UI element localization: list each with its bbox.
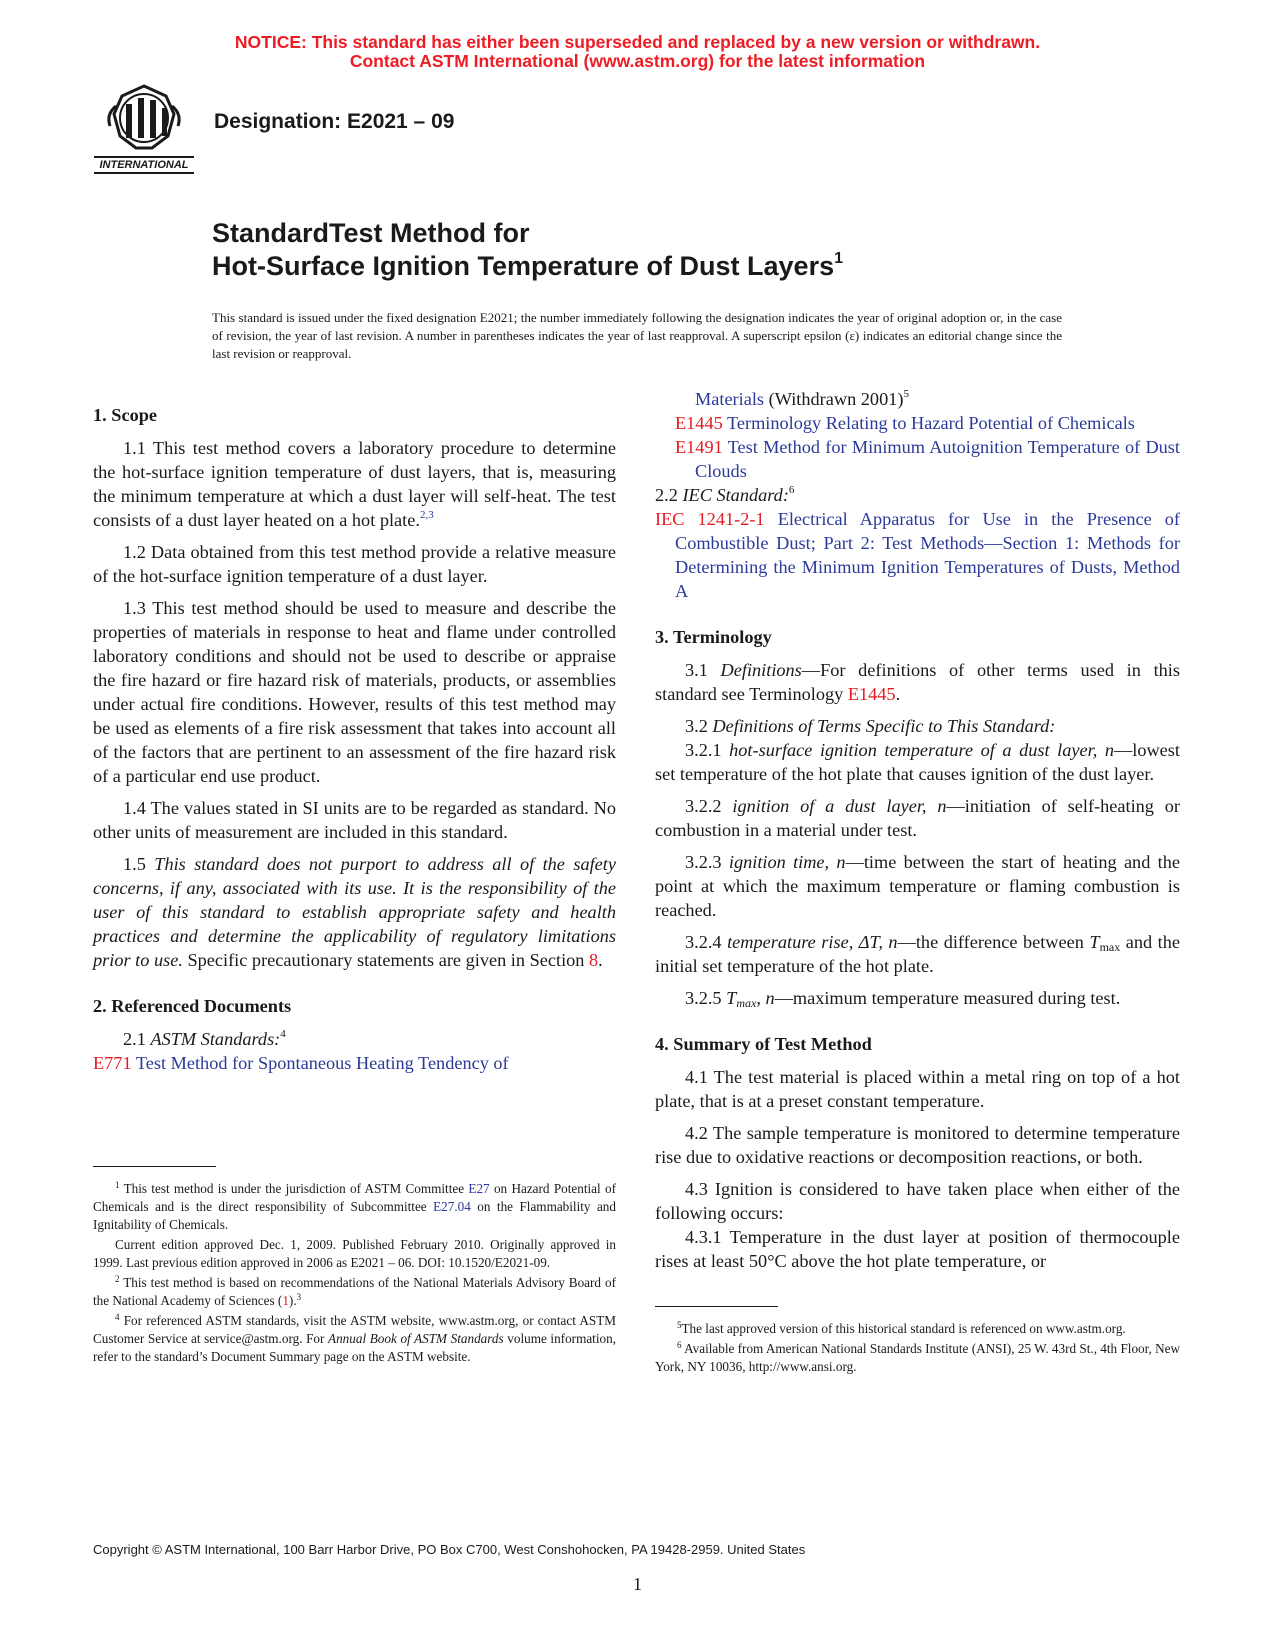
para-3-2-5-num: 3.2.5 (685, 988, 722, 1008)
footnote-1 (93, 1180, 616, 1234)
para-1-3: 1.3 This test method should be used to measure and describe the properties of materials in response to heat and flame under controlled laboratory conditions and should not be used to describe or appraise the fire hazard or fire hazard risk of materials, products, or assemblies under actual fire conditions. However, results of this test method may be used as elements of a fire risk assessment that takes into account all of the factors that are pertinent to an assessment of the fire hazard risk of a particular end use product. (93, 598, 616, 786)
para-3-2-3-text: —time between the start of heating and the point at which the maximum temperature or flaming combustion is reached. (655, 852, 1180, 920)
section-4-heading: 4. Summary of Test Method (655, 1034, 872, 1054)
para-3-2-4-sub: max (1099, 940, 1121, 954)
para-3-2-5 (655, 986, 1180, 1010)
title-text: Hot-Surface Ignition Temperature of Dust Layers (212, 251, 835, 281)
footnote-5-text: The last approved version of this historical standard is referenced on www.astm.org. (681, 1321, 1126, 1336)
section-8-link[interactable]: 8 (589, 950, 599, 970)
para-3-2-4-term: temperature rise, ΔT, n (727, 932, 898, 952)
para-3-1-text: —For definitions of other terms used in this standard see Terminology (655, 660, 1180, 704)
para-3-2-3-num: 3.2.3 (685, 852, 722, 872)
para-2-2 (655, 483, 1180, 507)
para-3-2-4-num: 3.2.4 (685, 932, 722, 952)
ref-e771-note: (Withdrawn 2001) (764, 389, 904, 409)
superseded-notice (0, 33, 1275, 71)
title-line-2 (212, 250, 843, 283)
ref-e1445[interactable] (675, 411, 1180, 435)
footnote-5-mark: 5 (677, 1320, 682, 1330)
para-3-2-2 (655, 794, 1180, 842)
footnote-divider-right (655, 1306, 778, 1307)
document-title (212, 217, 843, 283)
footnote-5 (655, 1320, 1180, 1338)
ref-iec-title[interactable]: Electrical Apparatus for Use in the Presence of Combustible Dust; Part 2: Test Methods—Section 1: Methods for Determining the Minimum Ignition Temperatures of Dusts, Method A (675, 509, 1181, 601)
para-1-5-end: . (598, 950, 603, 970)
ref-iec-code[interactable]: IEC 1241-2-1 (655, 509, 765, 529)
para-4-3-1: 4.3.1 Temperature in the dust layer at position of thermocouple rises at least 50°C above the hot plate temperature, or (655, 1227, 1180, 1271)
right-column (655, 388, 1181, 1281)
para-3-2-2-num: 3.2.2 (685, 796, 722, 816)
ref-e771-title-end[interactable]: Materials (695, 389, 765, 409)
ref-e1445-code[interactable]: E1445 (675, 413, 723, 433)
footnote-1-text-b: on Hazard Potential of Chemicals and is the direct responsibility of Subcommittee (93, 1181, 616, 1214)
para-3-2-2-text: —initiation of self-heating or combustion in a material under test. (655, 796, 1180, 840)
para-4-1: 4.1 The test material is placed within a metal ring on top of a hot plate, that is at a preset constant temperature. (655, 1067, 1180, 1111)
footnote-6 (655, 1340, 1180, 1376)
left-column (93, 403, 616, 1075)
ref-e1491-title[interactable]: Test Method for Minimum Autoignition Temperature of Dust Clouds (695, 437, 1180, 481)
para-3-2-2-term: ignition of a dust layer, n (732, 796, 947, 816)
para-3-2-3 (655, 850, 1180, 922)
para-3-2-3-term: ignition time, n (728, 852, 846, 872)
section-3-heading: 3. Terminology (655, 627, 772, 647)
footnote-ref-4[interactable]: 4 (280, 1028, 286, 1040)
ref-iec-1241[interactable] (655, 507, 1180, 603)
footnotes-right (655, 1320, 1180, 1378)
para-3-2-1 (655, 738, 1180, 786)
footnote-4-italic: Annual Book of ASTM Standards (328, 1331, 504, 1346)
ref-e771-continued[interactable] (675, 387, 1180, 411)
logo-subtext: INTERNATIONAL (99, 159, 189, 171)
ref-e1445-title[interactable]: Terminology Relating to Hazard Potential of Chemicals (726, 413, 1135, 433)
para-3-2 (655, 714, 1180, 738)
footnote-ref-5[interactable]: 5 (903, 388, 909, 400)
para-1-2: 1.2 Data obtained from this test method provide a relative measure of the hot-surface ignition temperature of a dust layer. (93, 542, 616, 586)
footnote-2-text-a: This test method is based on recommendations of the National Materials Advisory Board of the National Academy of Sciences ( (93, 1275, 616, 1308)
para-3-2-5-T: T (726, 988, 737, 1008)
footnote-edition: Current edition approved Dec. 1, 2009. Published February 2010. Originally approved in 1999. Last previous edition approved in 2006 as E2021 – 06. DOI: 10.1520/E2021-09. (93, 1237, 616, 1270)
para-3-2-label: Definitions of Terms Specific to This Standard: (712, 716, 1056, 736)
para-2-1-label: ASTM Standards: (150, 1029, 281, 1049)
footnote-1-text-a: This test method is under the jurisdiction of ASTM Committee (119, 1181, 469, 1196)
para-2-2-label: IEC Standard: (682, 485, 789, 505)
notice-line-2: Contact ASTM International (www.astm.org) for the latest information (349, 51, 926, 71)
para-3-1-num: 3.1 (685, 660, 708, 680)
para-2-1-num: 2.1 (123, 1029, 146, 1049)
para-1-1-text: 1.1 This test method covers a laboratory procedure to determine the hot-surface ignition temperature of dust layers, that is, measuring the minimum temperature at which a dust layer will self-heat. The test consists of a dust layer heated on a hot plate. (93, 438, 616, 530)
footnote-2 (93, 1274, 616, 1310)
para-3-2-4 (655, 930, 1180, 978)
footnote-4-mark: 4 (115, 1312, 120, 1322)
para-1-5-num: 1.5 (123, 854, 146, 874)
ref-e771-title-part[interactable]: Test Method for Spontaneous Heating Tendency of (135, 1053, 509, 1073)
title-line-1: StandardTest Method for (212, 218, 530, 248)
footnote-2-mark: 2 (115, 1274, 120, 1284)
footnote-divider-left (93, 1166, 216, 1167)
para-4-3: 4.3 Ignition is considered to have taken place when either of the following occurs: (655, 1179, 1180, 1223)
designation: Designation: E2021 – 09 (214, 110, 455, 133)
ref-e771-code[interactable]: E771 (93, 1053, 132, 1073)
para-3-2-5-sub: max (736, 996, 757, 1010)
subcommittee-e2704-link[interactable]: E27.04 (433, 1199, 471, 1214)
footnote-ref-2-3[interactable]: 2,3 (419, 509, 434, 521)
footnote-1-mark: 1 (115, 1180, 120, 1190)
ref-e1491-code[interactable]: E1491 (675, 437, 723, 457)
footnote-6-mark: 6 (677, 1340, 682, 1350)
terminology-e1445-link[interactable]: E1445 (847, 684, 896, 704)
footnote-2-text-b: ). (288, 1293, 297, 1308)
para-3-1 (655, 658, 1180, 706)
para-4-2: 4.2 The sample temperature is monitored to determine temperature rise due to oxidative reactions or decomposition reactions, or both. (655, 1123, 1180, 1167)
para-3-2-5-term: , n (756, 988, 775, 1008)
footnotes-left (93, 1180, 616, 1368)
para-3-2-4-text: —the difference between (897, 932, 1090, 952)
footnote-ref-3: 3 (296, 1292, 302, 1302)
para-3-1-label: Definitions (720, 660, 802, 680)
para-3-2-5-text: —maximum temperature measured during test. (774, 988, 1121, 1008)
para-1-5-italic: This standard does not purport to address all of the safety concerns, if any, associated with its use. It is the responsibility of the user of this standard to establish appropriate safety and health practices and determine the applicability of regulatory limitations prior to use. (93, 854, 616, 970)
page-number: 1 (633, 1574, 642, 1594)
section-2-heading: 2. Referenced Documents (93, 996, 292, 1016)
para-3-2-1-term: hot-surface ignition temperature of a dust layer, n (729, 740, 1114, 760)
reference-1-link[interactable]: 1 (282, 1293, 289, 1308)
para-3-2-4-T: T (1089, 932, 1100, 952)
issuance-statement: This standard is issued under the fixed designation E2021; the number immediately following the designation indicates the year of original adoption or, in the case of revision, the year of last revision. A number in parentheses indicates the year of last reapproval. A superscript epsilon (ε) indicates an editorial change since the last revision or reapproval. (212, 310, 1062, 361)
para-3-2-4-end: and the initial set temperature of the hot plate. (655, 932, 1180, 976)
footnote-4-text-b: volume information, refer to the standard’s Document Summary page on the ASTM website. (93, 1331, 616, 1364)
title-footnote-mark: 1 (834, 250, 844, 267)
section-1-heading: 1. Scope (93, 405, 157, 425)
para-1-4: 1.4 The values stated in SI units are to be regarded as standard. No other units of measurement are included in this standard. (93, 798, 616, 842)
para-2-2-num: 2.2 (655, 485, 678, 505)
footnote-4 (93, 1312, 616, 1366)
para-1-1 (93, 436, 616, 532)
notice-line-1: NOTICE: This standard has either been superseded and replaced by a new version or withdrawn. (234, 32, 1041, 52)
para-2-1 (93, 1027, 616, 1051)
footnote-ref-6[interactable]: 6 (788, 484, 795, 496)
footnote-6-text: Available from American National Standards Institute (ANSI), 25 W. 43rd St., 4th Floor, New York, NY 10036, http://www.ansi.org. (655, 1341, 1180, 1374)
copyright-line: Copyright © ASTM International, 100 Barr Harbor Drive, PO Box C700, West Conshohocken, PA 19428-2959. United States (93, 1542, 806, 1557)
ref-e1491[interactable] (675, 435, 1180, 483)
footnote-1-text-c: on the Flammability and Ignitability of Chemicals. (93, 1199, 616, 1232)
para-1-5-rest: Specific precautionary statements are given in Section (182, 950, 589, 970)
para-3-2-1-num: 3.2.1 (685, 740, 722, 760)
para-1-5 (93, 852, 616, 972)
astm-logo (92, 84, 196, 180)
footnote-4-text-a: For referenced ASTM standards, visit the ASTM website, www.astm.org, or contact ASTM Customer Service at service@astm.org. For (93, 1313, 616, 1346)
para-3-2-1-text: —lowest set temperature of the hot plate that causes ignition of the dust layer. (655, 740, 1180, 784)
committee-e27-link[interactable]: E27 (468, 1181, 490, 1196)
para-3-2-num: 3.2 (685, 716, 708, 736)
ref-e771[interactable] (93, 1051, 616, 1075)
para-3-1-end: . (895, 684, 901, 704)
